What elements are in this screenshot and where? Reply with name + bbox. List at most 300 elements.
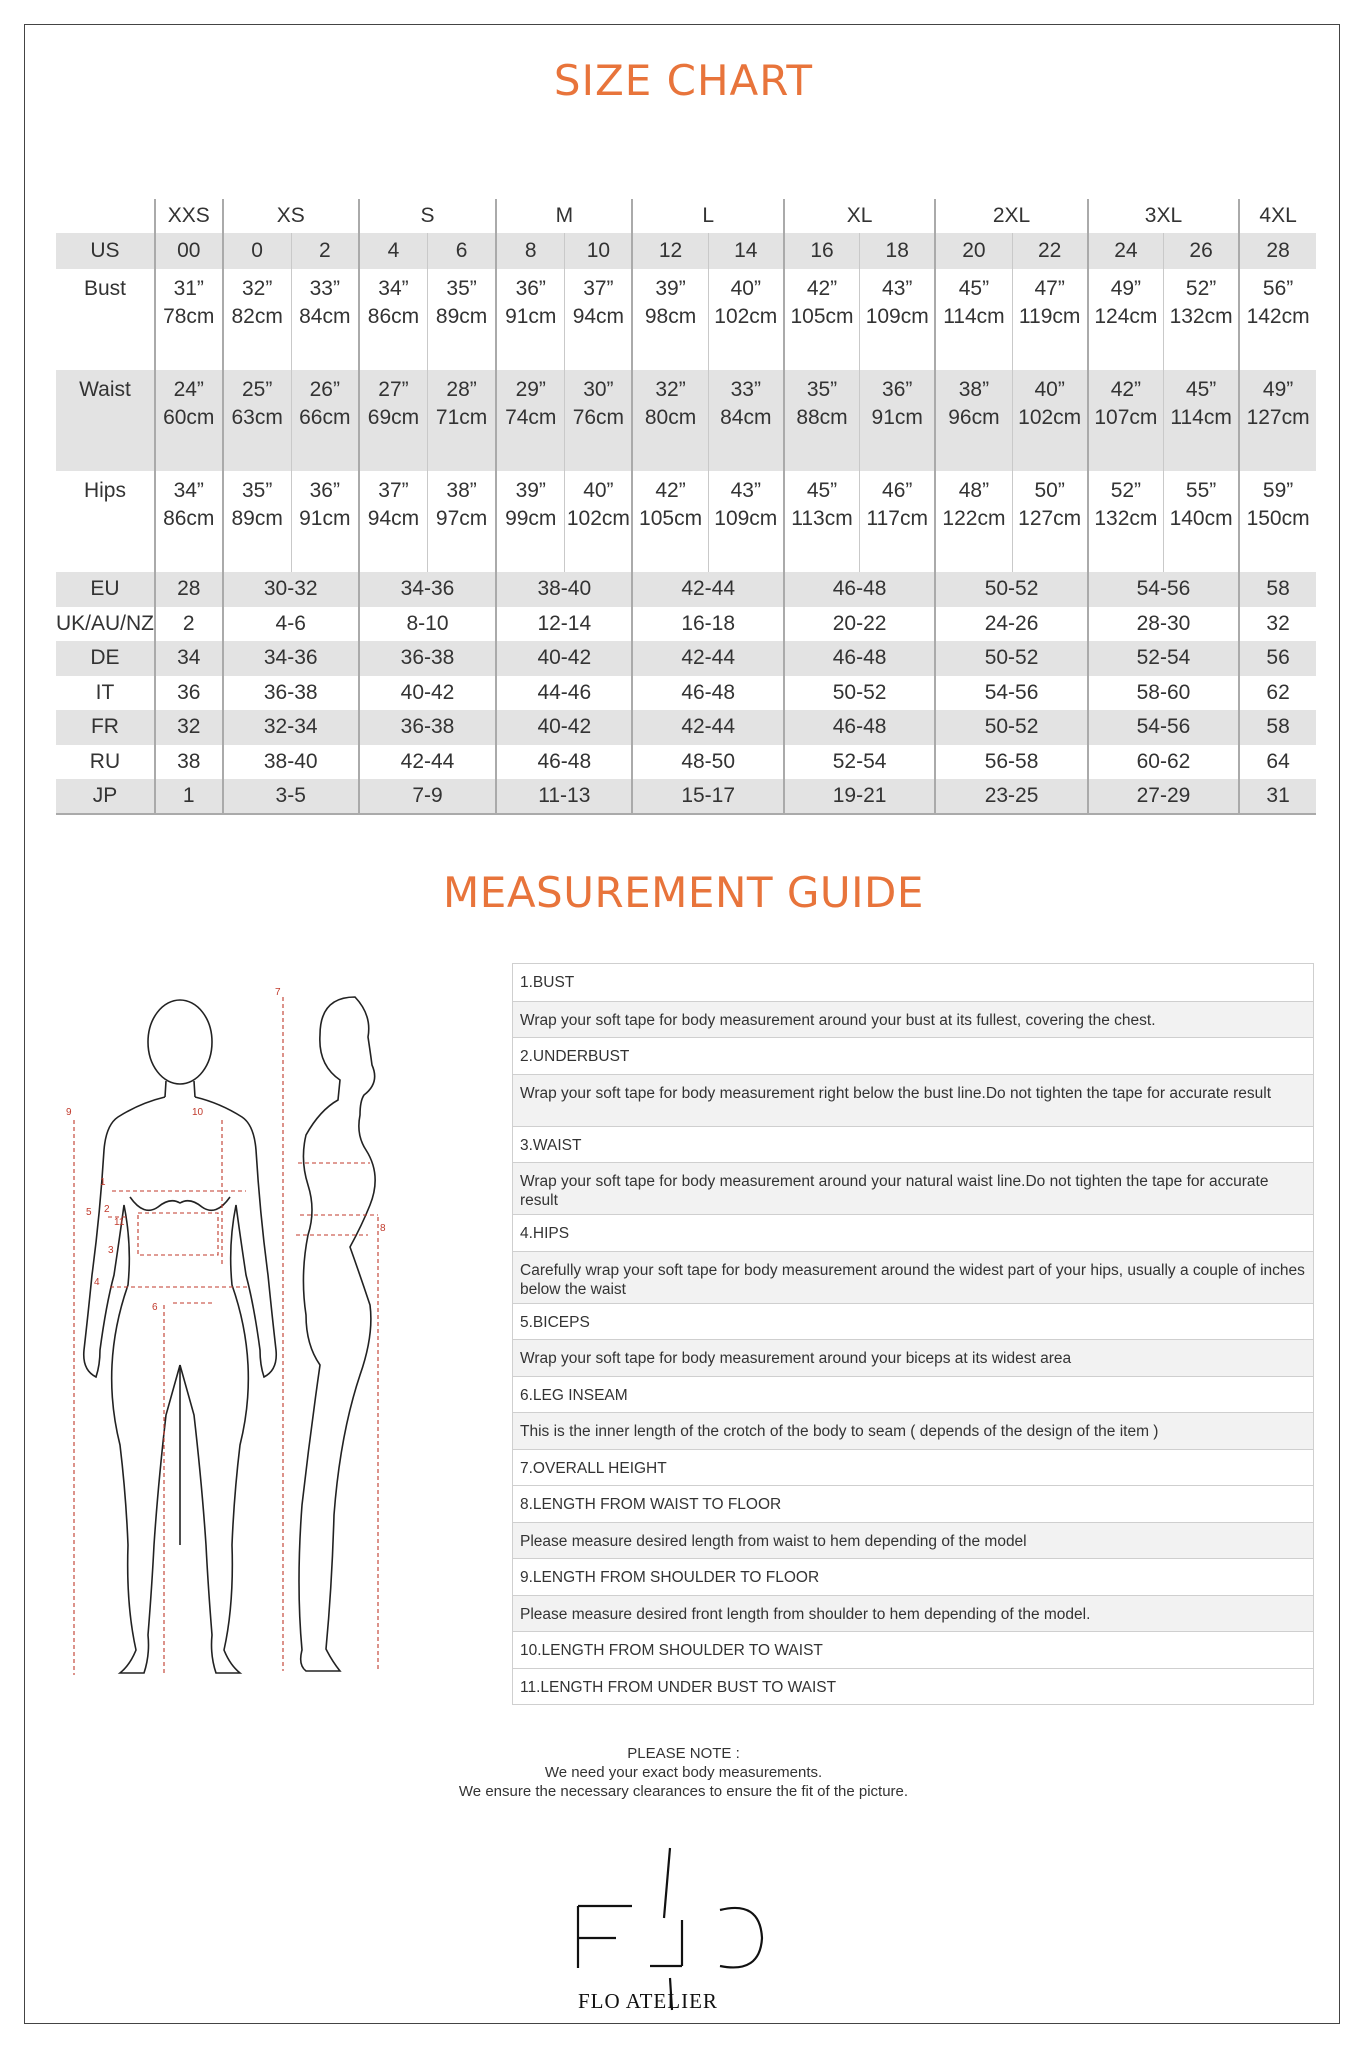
cm-value: 127cm [1246, 406, 1310, 429]
inches-value: 36” [882, 378, 913, 401]
guide-item-label: 3.WAIST [513, 1126, 1313, 1163]
cm-value: 102cm [714, 305, 778, 328]
cm-value: 132cm [1169, 305, 1233, 328]
measurement-cell [155, 370, 223, 471]
conversion-cell: 46-48 [632, 676, 783, 711]
conversion-cell: 30-32 [223, 572, 359, 607]
measurement-cell [496, 471, 565, 572]
measurement-cell [291, 269, 359, 370]
row-label: IT [95, 680, 115, 704]
cm-value: 66cm [299, 406, 351, 429]
note-heading: PLEASE NOTE : [627, 1745, 740, 1762]
cm-value: 71cm [435, 406, 488, 429]
cm-value: 98cm [644, 305, 697, 328]
inches-value: 39” [515, 479, 546, 502]
marker-11: 11 [114, 1217, 125, 1228]
cm-value: 94cm [367, 507, 420, 530]
measurement-cell [1012, 471, 1088, 572]
conversion-cell: 40-42 [359, 676, 496, 711]
conversion-cell: 31 [1239, 779, 1316, 814]
cm-value: 96cm [948, 406, 1000, 429]
us-size-cell: 28 [1239, 233, 1316, 269]
inches-value: 56” [1262, 277, 1294, 300]
conversion-cell: 54-56 [1088, 710, 1239, 745]
cm-value: 84cm [299, 305, 351, 328]
size-table [56, 199, 1316, 815]
inches-value: 24” [173, 378, 204, 401]
conversion-cell: 28-30 [1088, 607, 1239, 642]
measurement-cell [155, 269, 223, 370]
conversion-cell: 62 [1239, 676, 1316, 711]
measurement-cell [565, 269, 633, 370]
measurement-cell [935, 269, 1012, 370]
conversion-cell: 34-36 [359, 572, 496, 607]
us-size-cell: 2 [291, 233, 359, 269]
inches-value: 55” [1185, 479, 1217, 502]
conversion-cell: 36-38 [359, 710, 496, 745]
conversion-cell: 32 [1239, 607, 1316, 642]
conversion-cell: 24-26 [935, 607, 1087, 642]
guide-item-label: 8.LENGTH FROM WAIST TO FLOOR [513, 1485, 1313, 1522]
conversion-cell: 27-29 [1088, 779, 1239, 814]
inches-value: 37” [583, 277, 614, 300]
conversion-cell: 15-17 [632, 779, 783, 814]
conversion-cell: 42-44 [632, 572, 783, 607]
us-size-cell: 10 [565, 233, 633, 269]
conversion-cell: 60-62 [1088, 745, 1239, 780]
conversion-row [56, 676, 1316, 711]
conversion-row [56, 607, 1316, 642]
inches-value: 49” [1110, 277, 1142, 300]
cm-value: 80cm [644, 406, 697, 429]
measurement-cell [632, 269, 708, 370]
cm-value: 99cm [505, 507, 557, 530]
conversion-cell: 56 [1239, 641, 1316, 676]
cm-value: 89cm [231, 507, 283, 530]
inches-value: 52” [1185, 277, 1217, 300]
inches-value: 35” [241, 479, 273, 502]
guide-item-description: Wrap your soft tape for body measurement around your biceps at its widest area [513, 1339, 1313, 1376]
conversion-cell: 36 [155, 676, 223, 711]
inches-value: 45” [806, 479, 838, 502]
guide-item-description: This is the inner length of the crotch of the body to seam ( depends of the design of the item ) [513, 1412, 1313, 1449]
cm-value: 105cm [639, 507, 703, 530]
cm-value: 142cm [1246, 305, 1310, 328]
conversion-cell: 34-36 [223, 641, 359, 676]
cm-value: 102cm [566, 507, 630, 530]
us-size-cell: 18 [860, 233, 936, 269]
cm-value: 127cm [1018, 507, 1082, 530]
us-size-cell: 12 [632, 233, 708, 269]
conversion-cell: 42-44 [632, 641, 783, 676]
flo-atelier-logo [570, 1848, 800, 2018]
conversion-cell: 36-38 [359, 641, 496, 676]
us-size-cell: 8 [496, 233, 565, 269]
measurement-cell [935, 471, 1012, 572]
us-size-cell: 14 [708, 233, 784, 269]
conversion-cell: 50-52 [935, 641, 1087, 676]
inches-value: 26” [309, 378, 340, 401]
cm-value: 69cm [367, 406, 420, 429]
cm-value: 124cm [1094, 305, 1158, 328]
conversion-cell: 19-21 [784, 779, 935, 814]
marker-5: 5 [86, 1207, 92, 1218]
inches-value: 32” [655, 378, 686, 401]
conversion-row [56, 779, 1316, 814]
guide-item-label: 1.BUST [513, 964, 1313, 1001]
inches-value: 45” [958, 277, 990, 300]
cm-value: 97cm [435, 507, 488, 530]
cm-value: 105cm [790, 305, 854, 328]
marker-9: 9 [66, 1107, 72, 1118]
measurement-guide-title: MEASUREMENT GUIDE [443, 868, 924, 917]
cm-value: 86cm [163, 507, 215, 530]
guide-item-description: Wrap your soft tape for body measurement right below the bust line.Do not tighten the tape for accurate result [513, 1074, 1313, 1126]
size-group-header: XXS [155, 199, 223, 233]
size-group-header: L [632, 199, 783, 233]
inches-value: 36” [309, 479, 340, 502]
inches-value: 43” [882, 277, 913, 300]
conversion-row [56, 710, 1316, 745]
marker-3: 3 [108, 1245, 114, 1256]
measurement-cell [223, 471, 292, 572]
cm-value: 132cm [1094, 507, 1158, 530]
conversion-cell: 7-9 [359, 779, 496, 814]
conversion-cell: 50-52 [935, 572, 1087, 607]
us-size-cell: 20 [935, 233, 1012, 269]
note-line-1: We need your exact body measurements. [544, 1764, 823, 1781]
conversion-cell: 50-52 [935, 710, 1087, 745]
conversion-row [56, 572, 1316, 607]
cm-value: 91cm [505, 305, 557, 328]
conversion-cell: 46-48 [784, 710, 935, 745]
conversion-cell: 32-34 [223, 710, 359, 745]
size-group-header: XS [223, 199, 359, 233]
us-size-cell: 0 [223, 233, 292, 269]
conversion-cell: 38-40 [496, 572, 632, 607]
measurement-cell [496, 269, 565, 370]
inches-value: 35” [446, 277, 477, 300]
conversion-cell: 46-48 [784, 641, 935, 676]
row-label: RU [89, 749, 121, 773]
inches-value: 29” [515, 378, 546, 401]
inches-value: 40” [583, 479, 614, 502]
us-row [56, 233, 1316, 269]
inches-value: 36” [515, 277, 546, 300]
inches-value: 37” [378, 479, 409, 502]
cm-value: 86cm [367, 305, 420, 328]
inches-value: 43” [730, 479, 761, 502]
measurement-cell [1163, 269, 1239, 370]
us-size-cell: 16 [784, 233, 860, 269]
measurement-cell [1239, 471, 1316, 572]
conversion-row [56, 641, 1316, 676]
conversion-cell: 58 [1239, 710, 1316, 745]
us-size-cell: 22 [1012, 233, 1088, 269]
row-label: Bust [83, 277, 126, 300]
cm-value: 109cm [865, 305, 929, 328]
conversion-cell: 58-60 [1088, 676, 1239, 711]
cm-value: 91cm [871, 406, 923, 429]
inches-value: 42” [1110, 378, 1142, 401]
cm-value: 89cm [435, 305, 488, 328]
measurement-cell [708, 471, 784, 572]
inches-value: 52” [1110, 479, 1142, 502]
cm-value: 109cm [714, 507, 778, 530]
conversion-cell: 64 [1239, 745, 1316, 780]
conversion-cell: 44-46 [496, 676, 632, 711]
conversion-cell: 34 [155, 641, 223, 676]
guide-item-description: Carefully wrap your soft tape for body measurement around the widest part of your hips, usually a couple of inches below the waist [513, 1251, 1313, 1303]
inches-value: 40” [1034, 378, 1065, 401]
guide-item-label: 6.LEG INSEAM [513, 1376, 1313, 1413]
measurement-cell [1088, 370, 1164, 471]
cm-value: 78cm [163, 305, 215, 328]
conversion-cell: 42-44 [632, 710, 783, 745]
guide-item-label: 7.OVERALL HEIGHT [513, 1449, 1313, 1486]
guide-item-description: Please measure desired length from waist to hem depending of the model [513, 1522, 1313, 1559]
measurement-cell [359, 471, 428, 572]
inches-value: 46” [882, 479, 913, 502]
conversion-cell: 36-38 [223, 676, 359, 711]
marker-4: 4 [94, 1277, 100, 1288]
side-marker-labels [275, 987, 386, 1234]
conversion-cell: 1 [155, 779, 223, 814]
cm-value: 82cm [231, 305, 283, 328]
front-marker-labels [66, 1107, 204, 1313]
measurement-cell [223, 370, 292, 471]
measurement-cell [565, 370, 633, 471]
inches-value: 34” [378, 277, 409, 300]
measurement-cell [1012, 370, 1088, 471]
cm-value: 107cm [1094, 406, 1158, 429]
row-label: Hips [83, 479, 126, 502]
measurement-cell [428, 269, 497, 370]
cm-value: 140cm [1169, 507, 1233, 530]
conversion-cell: 2 [155, 607, 223, 642]
guide-item-description: Wrap your soft tape for body measurement around your bust at its fullest, covering the chest. [513, 1001, 1313, 1038]
cm-value: 88cm [796, 406, 848, 429]
conversion-cell: 40-42 [496, 641, 632, 676]
measurement-cell [1163, 370, 1239, 471]
us-size-cell: 26 [1163, 233, 1239, 269]
inches-value: 34” [173, 479, 204, 502]
size-group-header: 4XL [1239, 199, 1316, 233]
size-chart-title: SIZE CHART [553, 56, 814, 105]
inches-value: 42” [806, 277, 838, 300]
cm-value: 117cm [866, 507, 928, 530]
size-group-header: 3XL [1088, 199, 1239, 233]
measurement-guide-list [512, 963, 1314, 1705]
us-size-cell: 4 [359, 233, 428, 269]
cm-value: 114cm [943, 305, 1005, 328]
guide-item-label: 10.LENGTH FROM SHOULDER TO WAIST [513, 1631, 1313, 1668]
measurement-cell [291, 471, 359, 572]
inches-value: 42” [655, 479, 686, 502]
inches-value: 45” [1185, 378, 1217, 401]
cm-value: 76cm [572, 406, 625, 429]
cm-value: 122cm [942, 507, 1006, 530]
conversion-cell: 40-42 [496, 710, 632, 745]
measurement-cell [1012, 269, 1088, 370]
logo-wordmark: FLO ATELIER [578, 1989, 718, 2013]
measurement-cell [1088, 269, 1164, 370]
measurement-cell [784, 370, 860, 471]
inches-value: 32” [241, 277, 273, 300]
size-group-header: S [359, 199, 496, 233]
measurement-cell [860, 471, 936, 572]
measurement-cell [784, 269, 860, 370]
conversion-cell: 52-54 [1088, 641, 1239, 676]
inches-value: 59” [1262, 479, 1294, 502]
conversion-cell: 54-56 [1088, 572, 1239, 607]
conversion-cell: 52-54 [784, 745, 935, 780]
inches-value: 31” [173, 277, 204, 300]
conversion-cell: 58 [1239, 572, 1316, 607]
guide-item-description: Wrap your soft tape for body measurement around your natural waist line.Do not tighten the tape for accurate result [513, 1162, 1313, 1214]
measurement-cell [496, 370, 565, 471]
cm-value: 84cm [720, 406, 772, 429]
size-group-header: M [496, 199, 632, 233]
conversion-cell: 11-13 [496, 779, 632, 814]
body-measurement-figures [66, 985, 480, 1675]
measurement-cell [155, 471, 223, 572]
inches-value: 40” [730, 277, 761, 300]
guide-item-label: 5.BICEPS [513, 1303, 1313, 1340]
measurement-cell [565, 471, 633, 572]
conversion-cell: 3-5 [223, 779, 359, 814]
marker-2: 2 [104, 1204, 110, 1215]
cm-value: 114cm [1170, 406, 1232, 429]
measurement-cell [1239, 370, 1316, 471]
guide-item-label: 2.UNDERBUST [513, 1037, 1313, 1074]
marker-7: 7 [275, 987, 281, 998]
conversion-cell: 32 [155, 710, 223, 745]
conversion-cell: 48-50 [632, 745, 783, 780]
measurement-cell [1239, 269, 1316, 370]
conversion-cell: 46-48 [496, 745, 632, 780]
conversion-cell: 4-6 [223, 607, 359, 642]
conversion-cell: 23-25 [935, 779, 1087, 814]
measurement-cell [1163, 471, 1239, 572]
conversion-cell: 38 [155, 745, 223, 780]
conversion-row [56, 745, 1316, 780]
inches-value: 48” [958, 479, 990, 502]
guide-item-label: 4.HIPS [513, 1214, 1313, 1251]
measurement-row [56, 471, 1316, 572]
conversion-cell: 56-58 [935, 745, 1087, 780]
cm-value: 119cm [1018, 305, 1081, 328]
cm-value: 74cm [505, 406, 557, 429]
cm-value: 102cm [1018, 406, 1082, 429]
inches-value: 38” [446, 479, 477, 502]
side-measure-lines [283, 997, 378, 1671]
measurement-cell [708, 269, 784, 370]
inches-value: 33” [730, 378, 761, 401]
conversion-cell: 50-52 [784, 676, 935, 711]
measurement-cell [860, 269, 936, 370]
measurement-cell [291, 370, 359, 471]
front-figure [84, 1000, 277, 1673]
inches-value: 38” [958, 378, 990, 401]
measurement-cell [428, 471, 497, 572]
cm-value: 94cm [572, 305, 625, 328]
cm-value: 91cm [299, 507, 351, 530]
measurement-cell [1088, 471, 1164, 572]
conversion-cell: 28 [155, 572, 223, 607]
measurement-cell [860, 370, 936, 471]
measurement-cell [632, 370, 708, 471]
measurement-cell [708, 370, 784, 471]
measurement-cell [935, 370, 1012, 471]
cm-value: 63cm [231, 406, 283, 429]
measurement-cell [223, 269, 292, 370]
measurement-cell [632, 471, 708, 572]
inches-value: 27” [378, 378, 409, 401]
row-label: JP [56, 779, 155, 814]
us-size-cell: 00 [155, 233, 223, 269]
measurement-cell [359, 269, 428, 370]
cm-value: 150cm [1246, 507, 1310, 530]
row-label: EU [56, 572, 155, 607]
conversion-cell: 20-22 [784, 607, 935, 642]
measurement-row [56, 269, 1316, 370]
marker-1: 1 [100, 1177, 106, 1188]
conversion-cell: 12-14 [496, 607, 632, 642]
us-size-cell: 6 [428, 233, 497, 269]
measurement-cell [359, 370, 428, 471]
measurement-cell [784, 471, 860, 572]
side-figure [299, 997, 375, 1671]
inches-value: 49” [1262, 378, 1294, 401]
size-group-header: 2XL [935, 199, 1087, 233]
guide-item-label: 11.LENGTH FROM UNDER BUST TO WAIST [513, 1668, 1313, 1705]
guide-item-label: 9.LENGTH FROM SHOULDER TO FLOOR [513, 1558, 1313, 1595]
conversion-cell: 42-44 [359, 745, 496, 780]
cm-value: 60cm [163, 406, 215, 429]
measurement-cell [428, 370, 497, 471]
measurement-row [56, 370, 1316, 471]
inches-value: 33” [309, 277, 340, 300]
row-label: Waist [56, 370, 155, 471]
row-label: DE [56, 641, 155, 676]
note-line-2: We ensure the necessary clearances to ensure the fit of the picture. [458, 1783, 909, 1800]
marker-8: 8 [380, 1223, 386, 1234]
inches-value: 50” [1034, 479, 1065, 502]
inches-value: 30” [583, 378, 614, 401]
marker-10: 10 [192, 1107, 204, 1118]
guide-item-description: Please measure desired front length from shoulder to hem depending of the model. [513, 1595, 1313, 1632]
row-label: UK/AU/NZ [56, 611, 155, 635]
inches-value: 25” [241, 378, 273, 401]
us-size-cell: 24 [1088, 233, 1164, 269]
inches-value: 39” [655, 277, 686, 300]
cm-value: 113cm [791, 507, 853, 530]
conversion-cell: 16-18 [632, 607, 783, 642]
inches-value: 28” [446, 378, 477, 401]
row-label: US [56, 233, 155, 269]
conversion-cell: 54-56 [935, 676, 1087, 711]
row-label: FR [56, 710, 155, 745]
conversion-cell: 38-40 [223, 745, 359, 780]
size-group-header: XL [784, 199, 935, 233]
marker-6: 6 [152, 1302, 158, 1313]
conversion-cell: 46-48 [784, 572, 935, 607]
inches-value: 35” [806, 378, 838, 401]
inches-value: 47” [1034, 277, 1065, 300]
conversion-cell: 8-10 [359, 607, 496, 642]
header-blank [56, 199, 155, 233]
